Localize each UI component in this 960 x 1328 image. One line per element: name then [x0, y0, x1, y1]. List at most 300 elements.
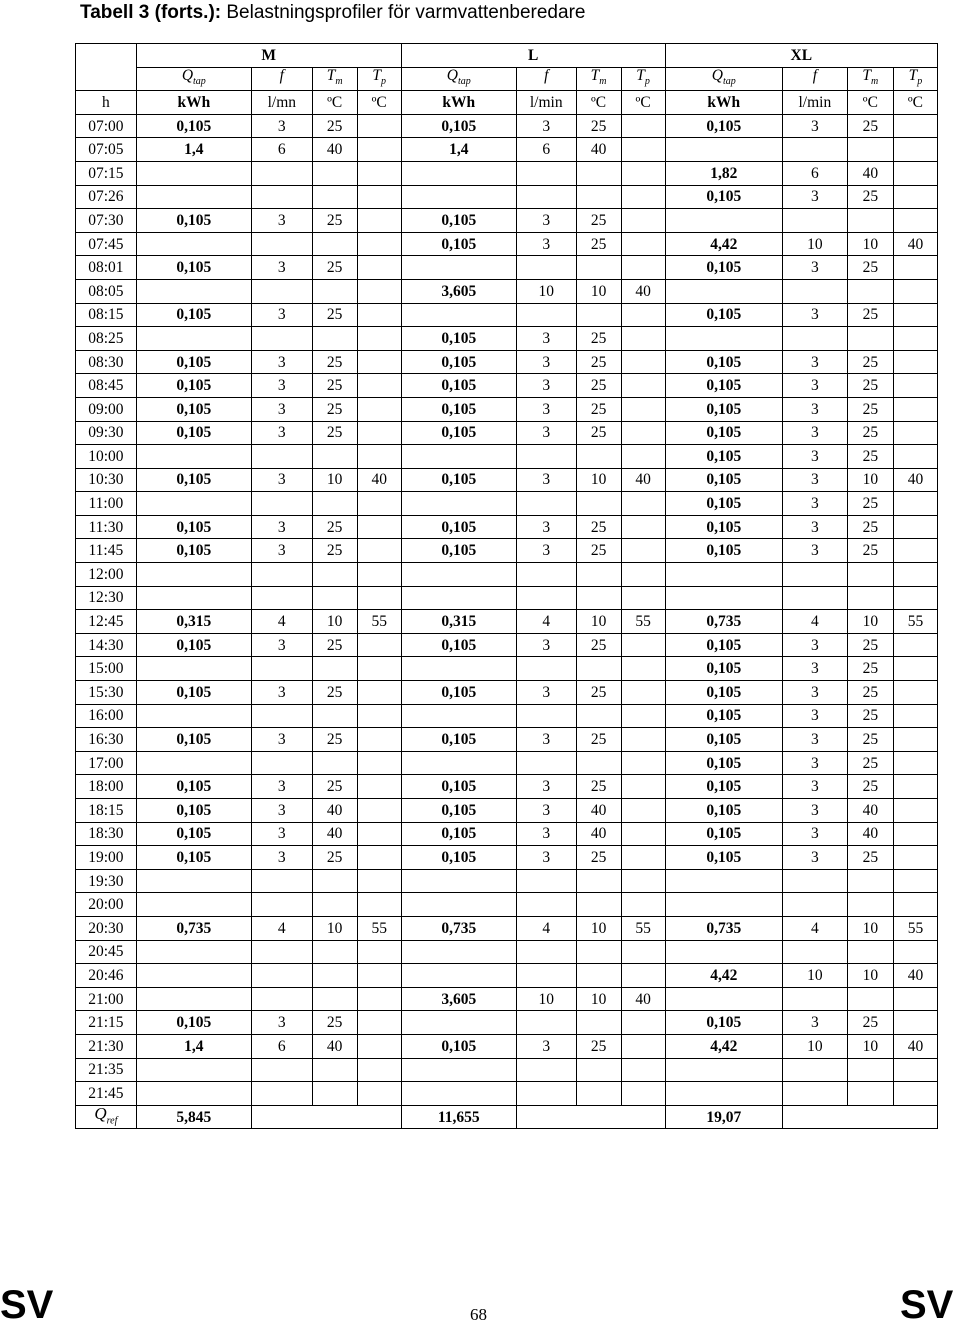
- unit-header-row: [76, 91, 938, 115]
- value-cell: [357, 515, 401, 539]
- value-cell: [893, 303, 937, 327]
- value-cell: 0,105: [665, 468, 782, 492]
- value-cell: 3: [782, 515, 847, 539]
- table-row: [76, 916, 938, 940]
- value-cell: 3: [782, 822, 847, 846]
- value-cell: [357, 445, 401, 469]
- value-cell: [251, 445, 312, 469]
- value-cell: [401, 964, 516, 988]
- unit-header: ºC: [893, 91, 937, 115]
- value-cell: 10: [782, 1034, 847, 1058]
- value-cell: [516, 704, 576, 728]
- value-cell: 3: [516, 468, 576, 492]
- group-m-header: M: [136, 44, 401, 68]
- table-row: [76, 964, 938, 988]
- value-cell: 0,105: [136, 846, 251, 870]
- value-cell: [893, 586, 937, 610]
- value-cell: [782, 869, 847, 893]
- value-cell: 0,105: [401, 681, 516, 705]
- value-cell: 25: [576, 397, 621, 421]
- value-cell: 3: [782, 775, 847, 799]
- value-cell: [357, 964, 401, 988]
- value-cell: [665, 893, 782, 917]
- value-cell: [893, 539, 937, 563]
- value-cell: [665, 279, 782, 303]
- value-cell: [136, 893, 251, 917]
- value-cell: [357, 1034, 401, 1058]
- value-cell: [782, 138, 847, 162]
- value-cell: [893, 492, 937, 516]
- value-cell: 0,105: [665, 799, 782, 823]
- value-cell: 10: [847, 468, 893, 492]
- time-cell: 16:00: [76, 704, 137, 728]
- value-cell: 4: [516, 610, 576, 634]
- value-cell: [893, 846, 937, 870]
- value-cell: [251, 492, 312, 516]
- value-cell: [357, 161, 401, 185]
- value-cell: [893, 138, 937, 162]
- value-cell: [576, 869, 621, 893]
- unit-header: l/min: [516, 91, 576, 115]
- table-row: [76, 657, 938, 681]
- value-cell: 0,105: [401, 728, 516, 752]
- time-cell: 20:00: [76, 893, 137, 917]
- value-cell: [251, 964, 312, 988]
- value-cell: [251, 893, 312, 917]
- value-cell: [251, 657, 312, 681]
- value-cell: [136, 185, 251, 209]
- value-cell: 25: [312, 256, 357, 280]
- time-cell: 08:15: [76, 303, 137, 327]
- value-cell: [401, 1058, 516, 1082]
- value-cell: 25: [847, 492, 893, 516]
- value-cell: [312, 964, 357, 988]
- value-cell: [251, 704, 312, 728]
- table-title-label: Tabell 3 (forts.):: [80, 2, 222, 23]
- footer-lang-right: SV: [900, 1283, 954, 1327]
- value-cell: 25: [312, 633, 357, 657]
- value-cell: [782, 987, 847, 1011]
- value-cell: 25: [847, 515, 893, 539]
- value-cell: 0,105: [665, 1011, 782, 1035]
- value-cell: [312, 586, 357, 610]
- column-symbol: $T_m$: [312, 67, 357, 91]
- value-cell: [251, 940, 312, 964]
- value-cell: 3: [251, 822, 312, 846]
- table-row: [76, 633, 938, 657]
- group-xl-header: XL: [665, 44, 937, 68]
- value-cell: 3: [782, 374, 847, 398]
- value-cell: 0,105: [136, 421, 251, 445]
- value-cell: [136, 327, 251, 351]
- value-cell: [621, 1082, 665, 1106]
- value-cell: [621, 964, 665, 988]
- value-cell: 4,42: [665, 1034, 782, 1058]
- value-cell: 0,105: [136, 1011, 251, 1035]
- value-cell: [665, 1058, 782, 1082]
- column-symbol: f: [782, 67, 847, 91]
- table-row: [76, 846, 938, 870]
- table-row: [76, 987, 938, 1011]
- value-cell: [621, 1011, 665, 1035]
- value-cell: [357, 232, 401, 256]
- value-cell: 3: [251, 846, 312, 870]
- time-cell: 21:30: [76, 1034, 137, 1058]
- value-cell: 25: [576, 209, 621, 233]
- value-cell: 0,105: [665, 350, 782, 374]
- value-cell: [357, 303, 401, 327]
- value-cell: [357, 492, 401, 516]
- value-cell: 0,105: [665, 256, 782, 280]
- value-cell: [576, 492, 621, 516]
- value-cell: 25: [576, 1034, 621, 1058]
- value-cell: 25: [847, 704, 893, 728]
- value-cell: [312, 1058, 357, 1082]
- value-cell: 25: [847, 539, 893, 563]
- value-cell: [621, 633, 665, 657]
- value-cell: [136, 940, 251, 964]
- qref-value: 11,655: [401, 1105, 516, 1129]
- column-symbol: $T_m$: [576, 67, 621, 91]
- value-cell: 0,105: [401, 775, 516, 799]
- table-row: [76, 940, 938, 964]
- time-cell: 11:00: [76, 492, 137, 516]
- value-cell: 0,105: [665, 114, 782, 138]
- unit-header: l/mn: [251, 91, 312, 115]
- value-cell: [621, 421, 665, 445]
- value-cell: [621, 846, 665, 870]
- value-cell: 25: [576, 728, 621, 752]
- value-cell: [401, 657, 516, 681]
- column-symbol: f: [251, 67, 312, 91]
- value-cell: [312, 940, 357, 964]
- value-cell: 10: [516, 987, 576, 1011]
- value-cell: [847, 940, 893, 964]
- value-cell: 25: [847, 374, 893, 398]
- value-cell: [665, 987, 782, 1011]
- value-cell: [893, 704, 937, 728]
- value-cell: 6: [782, 161, 847, 185]
- value-cell: 10: [847, 1034, 893, 1058]
- value-cell: 1,4: [136, 1034, 251, 1058]
- value-cell: 0,105: [401, 822, 516, 846]
- value-cell: [621, 114, 665, 138]
- value-cell: [401, 586, 516, 610]
- value-cell: 40: [847, 799, 893, 823]
- value-cell: 40: [312, 822, 357, 846]
- value-cell: 0,315: [401, 610, 516, 634]
- value-cell: 0,105: [665, 185, 782, 209]
- value-cell: 3: [782, 350, 847, 374]
- table-row: [76, 114, 938, 138]
- value-cell: 0,735: [665, 610, 782, 634]
- value-cell: [893, 633, 937, 657]
- value-cell: [576, 1082, 621, 1106]
- value-cell: 0,105: [401, 397, 516, 421]
- value-cell: 4: [251, 916, 312, 940]
- value-cell: [847, 1058, 893, 1082]
- time-cell: 10:00: [76, 445, 137, 469]
- value-cell: [136, 161, 251, 185]
- value-cell: [893, 869, 937, 893]
- value-cell: 3: [516, 539, 576, 563]
- value-cell: 10: [847, 232, 893, 256]
- value-cell: 3: [251, 539, 312, 563]
- column-symbol: $T_p$: [621, 67, 665, 91]
- value-cell: [893, 1082, 937, 1106]
- table-row: [76, 374, 938, 398]
- value-cell: [893, 279, 937, 303]
- value-cell: 3: [516, 515, 576, 539]
- value-cell: [136, 232, 251, 256]
- value-cell: [136, 492, 251, 516]
- value-cell: [893, 327, 937, 351]
- value-cell: [136, 563, 251, 587]
- load-profile-table: [75, 43, 938, 1129]
- table-row: [76, 327, 938, 351]
- value-cell: 0,315: [136, 610, 251, 634]
- table-title: [80, 2, 585, 24]
- value-cell: 25: [847, 775, 893, 799]
- table-row: [76, 303, 938, 327]
- value-cell: 4: [516, 916, 576, 940]
- value-cell: 25: [576, 515, 621, 539]
- value-cell: 0,105: [665, 681, 782, 705]
- value-cell: 40: [893, 232, 937, 256]
- time-cell: 07:30: [76, 209, 137, 233]
- value-cell: 10: [576, 610, 621, 634]
- value-cell: [782, 940, 847, 964]
- value-cell: 3: [782, 633, 847, 657]
- value-cell: 0,105: [136, 397, 251, 421]
- value-cell: 0,105: [401, 1034, 516, 1058]
- value-cell: [576, 563, 621, 587]
- value-cell: [893, 445, 937, 469]
- qref-value: 19,07: [665, 1105, 782, 1129]
- value-cell: [357, 704, 401, 728]
- value-cell: [136, 279, 251, 303]
- value-cell: [576, 751, 621, 775]
- value-cell: [621, 492, 665, 516]
- table-title-text: Belastningsprofiler för varmvattenberedare: [221, 2, 586, 23]
- time-cell: 21:00: [76, 987, 137, 1011]
- value-cell: 0,735: [136, 916, 251, 940]
- value-cell: [621, 515, 665, 539]
- value-cell: [312, 657, 357, 681]
- table-row: [76, 586, 938, 610]
- value-cell: 0,105: [136, 256, 251, 280]
- value-cell: 25: [312, 303, 357, 327]
- value-cell: [665, 1082, 782, 1106]
- table-row: [76, 138, 938, 162]
- value-cell: [665, 209, 782, 233]
- value-cell: [621, 209, 665, 233]
- value-cell: [621, 1058, 665, 1082]
- value-cell: 0,105: [665, 633, 782, 657]
- value-cell: 0,105: [665, 515, 782, 539]
- value-cell: 25: [312, 515, 357, 539]
- time-cell: 07:45: [76, 232, 137, 256]
- table-row: [76, 822, 938, 846]
- value-cell: [251, 232, 312, 256]
- table-row: [76, 350, 938, 374]
- value-cell: [621, 822, 665, 846]
- value-cell: 10: [847, 610, 893, 634]
- value-cell: 10: [576, 987, 621, 1011]
- value-cell: [357, 374, 401, 398]
- value-cell: 40: [847, 822, 893, 846]
- value-cell: [847, 893, 893, 917]
- unit-header: kWh: [136, 91, 251, 115]
- value-cell: 3: [251, 209, 312, 233]
- value-cell: 3: [516, 1034, 576, 1058]
- corner-cell-2: [76, 67, 137, 91]
- value-cell: 25: [847, 303, 893, 327]
- value-cell: [251, 1082, 312, 1106]
- value-cell: [251, 563, 312, 587]
- value-cell: 0,105: [136, 515, 251, 539]
- value-cell: 3: [782, 704, 847, 728]
- value-cell: 40: [312, 138, 357, 162]
- value-cell: [136, 445, 251, 469]
- value-cell: 25: [312, 539, 357, 563]
- qref-value: 5,845: [136, 1105, 251, 1129]
- time-cell: 21:15: [76, 1011, 137, 1035]
- table-row: [76, 728, 938, 752]
- value-cell: [576, 586, 621, 610]
- value-cell: 3,605: [401, 987, 516, 1011]
- value-cell: 10: [312, 610, 357, 634]
- unit-header: ºC: [576, 91, 621, 115]
- table-row: [76, 563, 938, 587]
- value-cell: 3: [782, 445, 847, 469]
- value-cell: [401, 1082, 516, 1106]
- value-cell: [357, 657, 401, 681]
- time-unit-header: h: [76, 91, 137, 115]
- table-row: [76, 515, 938, 539]
- value-cell: 0,105: [401, 421, 516, 445]
- value-cell: [136, 1082, 251, 1106]
- value-cell: [665, 327, 782, 351]
- time-cell: 07:00: [76, 114, 137, 138]
- value-cell: [576, 303, 621, 327]
- value-cell: 0,105: [665, 704, 782, 728]
- value-cell: [516, 586, 576, 610]
- value-cell: [357, 1058, 401, 1082]
- value-cell: [136, 869, 251, 893]
- value-cell: 40: [621, 987, 665, 1011]
- value-cell: [401, 869, 516, 893]
- time-cell: 07:26: [76, 185, 137, 209]
- value-cell: 0,105: [665, 421, 782, 445]
- value-cell: 25: [576, 327, 621, 351]
- value-cell: 0,105: [401, 350, 516, 374]
- value-cell: [357, 1011, 401, 1035]
- value-cell: [516, 185, 576, 209]
- value-cell: [357, 987, 401, 1011]
- table-row: [76, 869, 938, 893]
- value-cell: [847, 987, 893, 1011]
- value-cell: [782, 586, 847, 610]
- value-cell: 3: [516, 209, 576, 233]
- value-cell: 0,105: [665, 846, 782, 870]
- value-cell: [782, 279, 847, 303]
- value-cell: [357, 397, 401, 421]
- value-cell: 10: [782, 232, 847, 256]
- value-cell: [621, 161, 665, 185]
- column-symbol: $T_m$: [847, 67, 893, 91]
- value-cell: 3: [251, 114, 312, 138]
- table-row: [76, 232, 938, 256]
- value-cell: [516, 161, 576, 185]
- unit-header: l/min: [782, 91, 847, 115]
- value-cell: [893, 209, 937, 233]
- value-cell: 40: [893, 468, 937, 492]
- table-row: [76, 1082, 938, 1106]
- value-cell: [357, 681, 401, 705]
- time-cell: 08:45: [76, 374, 137, 398]
- value-cell: [516, 1011, 576, 1035]
- value-cell: 55: [893, 610, 937, 634]
- value-cell: [893, 751, 937, 775]
- value-cell: 3: [516, 374, 576, 398]
- value-cell: 0,105: [136, 728, 251, 752]
- value-cell: 25: [576, 775, 621, 799]
- value-cell: 3: [782, 303, 847, 327]
- value-cell: 25: [847, 1011, 893, 1035]
- value-cell: [312, 1082, 357, 1106]
- value-cell: [847, 869, 893, 893]
- time-cell: 08:30: [76, 350, 137, 374]
- value-cell: 3,605: [401, 279, 516, 303]
- table-row: [76, 610, 938, 634]
- time-cell: 18:00: [76, 775, 137, 799]
- value-cell: 0,105: [136, 775, 251, 799]
- value-cell: [357, 893, 401, 917]
- value-cell: 0,735: [401, 916, 516, 940]
- value-cell: [576, 445, 621, 469]
- value-cell: 0,105: [665, 822, 782, 846]
- value-cell: [357, 822, 401, 846]
- value-cell: [893, 893, 937, 917]
- value-cell: [893, 799, 937, 823]
- value-cell: 25: [847, 751, 893, 775]
- value-cell: [312, 492, 357, 516]
- time-cell: 14:30: [76, 633, 137, 657]
- value-cell: 25: [312, 775, 357, 799]
- value-cell: [847, 279, 893, 303]
- value-cell: [516, 1058, 576, 1082]
- value-cell: [621, 350, 665, 374]
- value-cell: [893, 421, 937, 445]
- value-cell: 0,105: [401, 539, 516, 563]
- qref-blank: [782, 1105, 937, 1129]
- value-cell: 40: [621, 468, 665, 492]
- time-cell: 15:00: [76, 657, 137, 681]
- value-cell: [357, 869, 401, 893]
- value-cell: [665, 940, 782, 964]
- value-cell: 25: [312, 350, 357, 374]
- value-cell: [136, 964, 251, 988]
- value-cell: 0,105: [136, 114, 251, 138]
- time-cell: 11:45: [76, 539, 137, 563]
- unit-header: kWh: [665, 91, 782, 115]
- value-cell: [136, 987, 251, 1011]
- value-cell: 1,82: [665, 161, 782, 185]
- value-cell: 0,735: [665, 916, 782, 940]
- value-cell: [357, 539, 401, 563]
- time-cell: 19:30: [76, 869, 137, 893]
